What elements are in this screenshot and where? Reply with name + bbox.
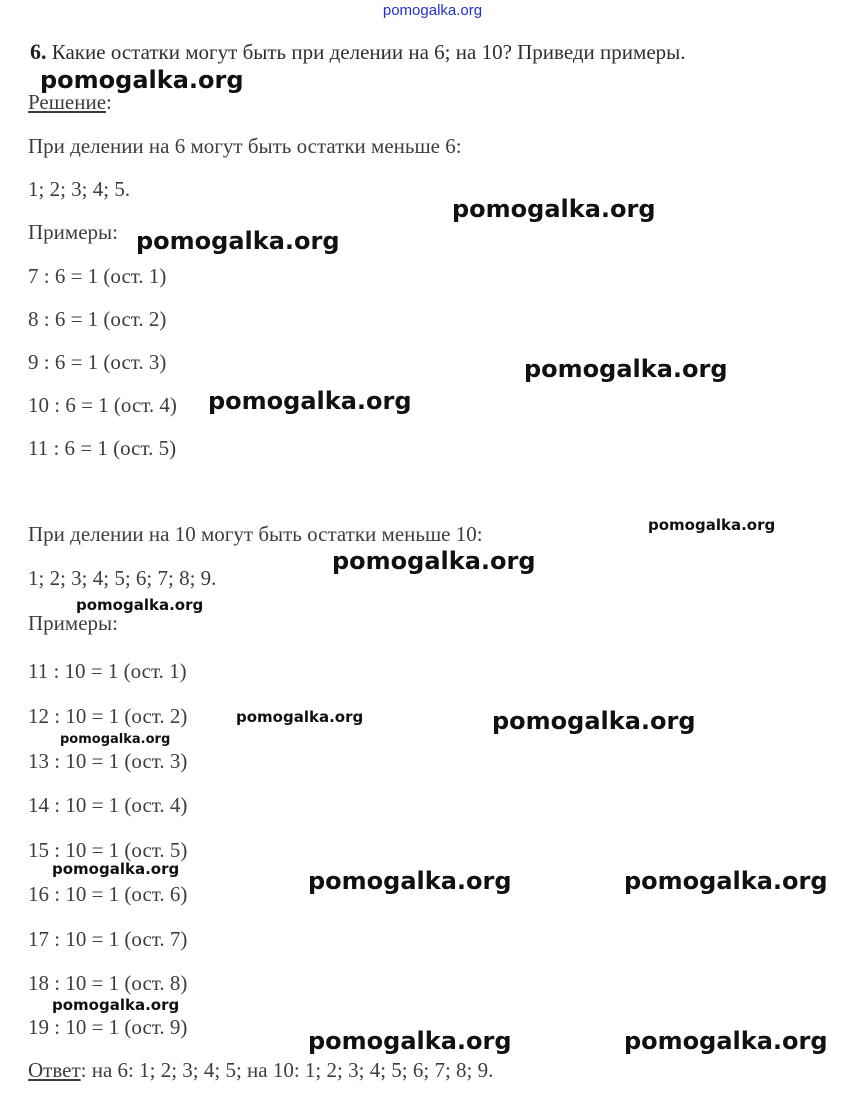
part6-example: 11 : 6 = 1 (ост. 5) [28, 436, 177, 460]
watermark: pomogalka.org [40, 66, 244, 94]
answer-label: Ответ [28, 1058, 81, 1082]
watermark: pomogalka.org [492, 707, 696, 735]
part6-statement: При делении на 6 могут быть остатки меньше 6: [28, 134, 462, 158]
watermark: pomogalka.org [332, 547, 536, 575]
header-site-link[interactable]: pomogalka.org [382, 2, 483, 19]
watermark: pomogalka.org [308, 1027, 512, 1055]
watermark: pomogalka.org [76, 596, 204, 614]
watermark: pomogalka.org [624, 867, 828, 895]
part6-example: 8 : 6 = 1 (ост. 2) [28, 307, 167, 331]
watermark: pomogalka.org [452, 195, 656, 223]
solution-heading: Решение: [28, 90, 112, 114]
part10-example: 19 : 10 = 1 (ост. 9) [28, 1015, 188, 1039]
part10-examples-label: Примеры: [28, 611, 118, 635]
part6-example: 9 : 6 = 1 (ост. 3) [28, 350, 167, 374]
watermark: pomogalka.org [52, 860, 180, 878]
part6-examples-label: Примеры: [28, 220, 118, 244]
part10-statement: При делении на 10 могут быть остатки меньше 10: [28, 522, 483, 546]
watermark: pomogalka.org [308, 867, 512, 895]
part10-example: 12 : 10 = 1 (ост. 2) [28, 704, 188, 728]
answer-line [28, 1058, 493, 1082]
task-text: Какие остатки могут быть при делении на 6; на 10? Приведи примеры. [51, 40, 686, 64]
part10-example: 13 : 10 = 1 (ост. 3) [28, 749, 188, 773]
part10-example: 16 : 10 = 1 (ост. 6) [28, 882, 188, 906]
watermark: pomogalka.org [208, 387, 412, 415]
watermark: pomogalka.org [648, 516, 776, 534]
watermark: pomogalka.org [60, 732, 171, 747]
part6-example: 10 : 6 = 1 (ост. 4) [28, 393, 177, 417]
part6-example: 7 : 6 = 1 (ост. 1) [28, 264, 167, 288]
part10-example: 17 : 10 = 1 (ост. 7) [28, 927, 188, 951]
watermark: pomogalka.org [624, 1027, 828, 1055]
watermark: pomogalka.org [52, 996, 180, 1014]
part10-example: 11 : 10 = 1 (ост. 1) [28, 659, 187, 683]
answer-text: : на 6: 1; 2; 3; 4; 5; на 10: 1; 2; 3; 4; 5; 6; 7; 8; 9. [80, 1058, 494, 1082]
watermark: pomogalka.org [236, 708, 364, 726]
task-number: 6. [30, 39, 47, 64]
part10-example: 15 : 10 = 1 (ост. 5) [28, 838, 188, 862]
part10-example: 14 : 10 = 1 (ост. 4) [28, 793, 188, 817]
watermark: pomogalka.org [136, 227, 340, 255]
part6-remainders: 1; 2; 3; 4; 5. [28, 177, 131, 201]
part10-example: 18 : 10 = 1 (ост. 8) [28, 971, 188, 995]
part10-remainders: 1; 2; 3; 4; 5; 6; 7; 8; 9. [28, 566, 217, 590]
watermark: pomogalka.org [524, 355, 728, 383]
task-question [30, 40, 686, 64]
